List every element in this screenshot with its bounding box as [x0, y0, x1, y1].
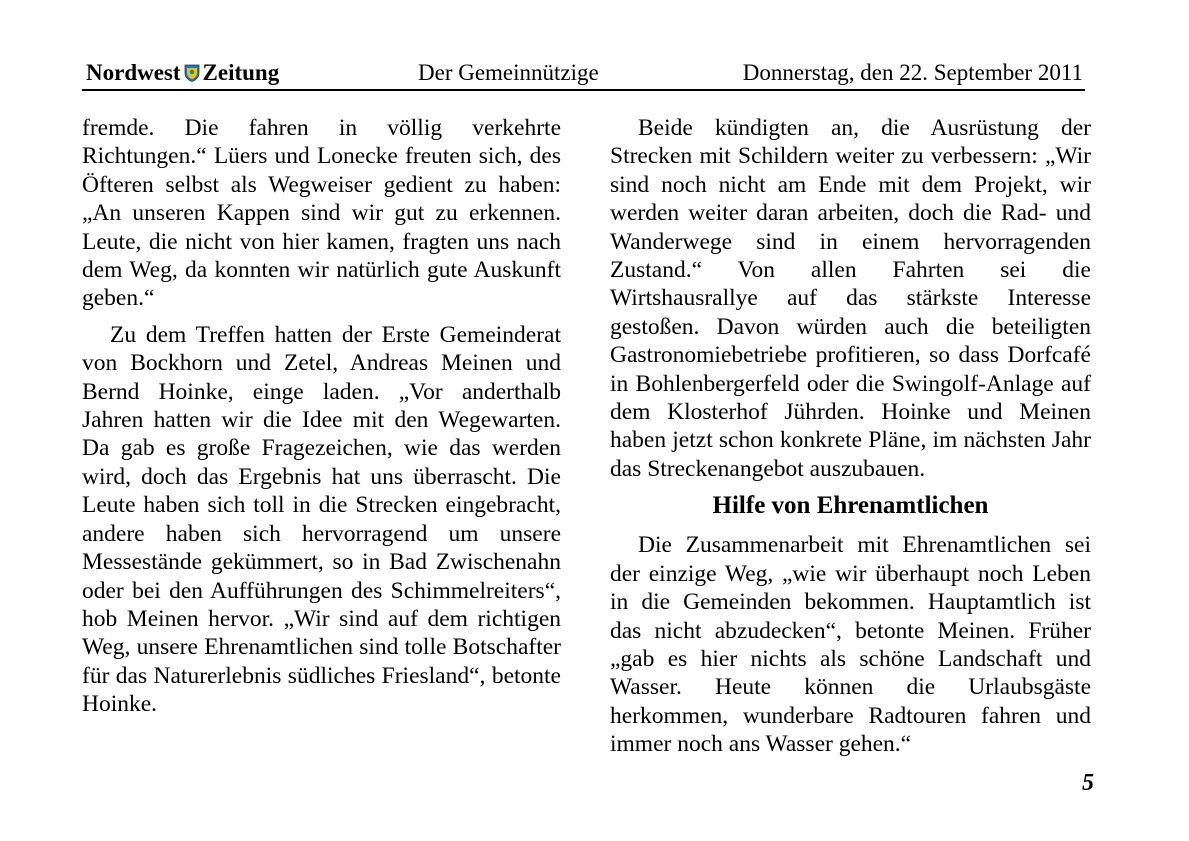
brand-name-left: Nordwest — [86, 60, 181, 85]
article-column-left — [82, 114, 561, 727]
issue-date: Donnerstag, den 22. September 2011 — [742, 60, 1083, 85]
header-divider — [82, 89, 1085, 91]
article-column-right — [610, 114, 1091, 767]
subheading: Hilfe von Ehrenamtlichen — [712, 492, 989, 520]
paragraph: Zu dem Treffen hatten der Erste Gemeinderat von Bockhorn und Zetel, Andreas Meinen und Bernd Hoinke, einge laden. „Vor anderthalb Jahren hatten wir die Idee mit den Wegewarten. Da gab es große Fragezeichen, wie das werden wird, doch das Ergebnis hat uns überrascht. Die Leute haben sich toll in die Strecken eingebracht, andere haben sich hervorragend um unsere Messestände gekümmert, so in Bad Zwischenahn oder bei den Aufführungen des Schimmelreiters“, hob Meinen hervor. „Wir sind auf dem richtigen Weg, unsere Ehrenamtlichen sind tolle Botschafter für das Naturerlebnis südliches Friesland“, betonte Hoinke. — [82, 321, 561, 718]
paragraph: fremde. Die fahren in völlig verkehrte Richtungen.“ Lüers und Lonecke freuten sich, des Öfteren selbst als Wegweiser gedient zu haben: „An unseren Kappen sind wir gut zu erkennen. Leute, die nicht von hier kamen, fragten uns nach dem Weg, da konnten wir natürlich gute Auskunft geben.“ — [82, 115, 561, 312]
page-header — [82, 58, 1085, 88]
section-title: Der Gemeinnützige — [418, 60, 599, 85]
paragraph: Die Zusammenarbeit mit Ehrenamtlichen sei der einzige Weg, „wie wir überhaupt noch Leben in die Gemeinden bekommen. Hauptamtlich ist das nicht abzudecken“, betonte Meinen. Früher „gab es hier nichts als schöne Landschaft und Wasser. Heute können die Urlaubsgäste herkommen, wunderbare Radtouren fahren und immer noch ans Wasser gehen.“ — [610, 532, 1091, 758]
brand-name-right: Zeitung — [202, 60, 280, 85]
page-number: 5 — [1082, 770, 1094, 796]
coat-of-arms-icon — [184, 64, 200, 82]
newspaper-brand — [86, 58, 279, 88]
paragraph: Beide kündigten an, die Ausrüstung der Strecken mit Schildern weiter zu verbessern: „Wir sind noch nicht am Ende mit dem Projekt, wir werden weiter daran arbeiten, doch die Rad- und Wanderwege sind in einem hervorragenden Zustand.“ Von allen Fahrten sei die Wirtshausrallye auf das stärkste Interesse gestoßen. Davon würden auch die beteiligten Gastronomiebetriebe profitieren, so dass Dorfcafé in Bohlenbergerfeld oder die Swingolf-Anlage auf dem Klosterhof Jührden. Hoinke und Meinen haben jetzt schon konkrete Pläne, im nächsten Jahr das Streckenangebot auszubauen. — [610, 115, 1091, 482]
